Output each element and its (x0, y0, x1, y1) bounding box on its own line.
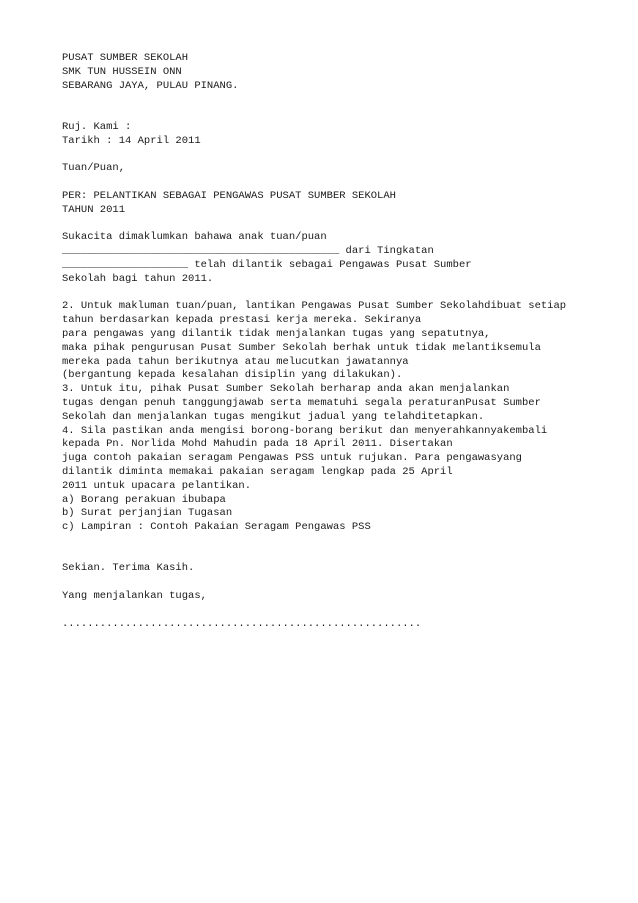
paragraph-line: 2011 untuk upacara pelantikan. (62, 479, 252, 492)
subject-line-1: PER: PELANTIKAN SEBAGAI PENGAWAS PUSAT SUMBER SEKOLAH (62, 189, 396, 202)
paragraph-line: Sekolah bagi tahun 2011. (62, 272, 214, 285)
paragraph-line: tahun berdasarkan kepada prestasi kerja mereka. Sekiranya (62, 314, 422, 327)
spacer (62, 107, 622, 121)
spacer (62, 176, 622, 190)
letter-body (62, 52, 622, 631)
spacer (62, 149, 622, 163)
letter-date: Tarikh : 14 April 2011 (62, 134, 201, 147)
paragraph-line: ____________________ telah dilantik sebagai Pengawas Pusat Sumber (62, 258, 472, 271)
spacer (62, 549, 622, 563)
paragraph-line: maka pihak pengurusan Pusat Sumber Sekolah berhak untuk tidak melantiksemula (62, 341, 541, 354)
attachment-item: b) Surat perjanjian Tugasan (62, 507, 233, 520)
subject-line-2: TAHUN 2011 (62, 203, 126, 216)
paragraph-line: ____________________________________________ dari Tingkatan (62, 245, 434, 258)
letterhead (62, 52, 622, 93)
spacer (62, 287, 622, 301)
reference-number: Ruj. Kami : (62, 120, 132, 133)
spacer (62, 218, 622, 232)
paragraph-appointment (62, 231, 622, 286)
closing-thanks: Sekian. Terima Kasih. (62, 562, 195, 575)
paragraph-line: 2. Untuk makluman tuan/puan, lantikan Pengawas Pusat Sumber Sekolahdibuat setiap (62, 300, 567, 313)
paragraph-details (62, 300, 622, 535)
paragraph-line: (bergantung kepada kesalahan disiplin yang dilakukan). (62, 369, 403, 382)
signature-line: ......................................................... (62, 617, 422, 630)
paragraph-line: mereka pada tahun berikutnya atau melucutkan jawatannya (62, 355, 409, 368)
attachment-item: a) Borang perakuan ibubapa (62, 493, 226, 506)
letterhead-line-3: SEBARANG JAYA, PULAU PINANG. (62, 79, 239, 92)
paragraph-line: Sekolah dan menjalankan tugas mengikut jadual yang telahditetapkan. (62, 410, 485, 423)
attachment-item: c) Lampiran : Contoh Pakaian Seragam Pengawas PSS (62, 521, 371, 534)
spacer (62, 535, 622, 549)
spacer (62, 604, 622, 618)
paragraph-line: 3. Untuk itu, pihak Pusat Sumber Sekolah berharap anda akan menjalankan (62, 383, 510, 396)
closing-signoff: Yang menjalankan tugas, (62, 590, 207, 603)
letterhead-line-2: SMK TUN HUSSEIN ONN (62, 65, 182, 78)
paragraph-line: juga contoh pakaian seragam Pengawas PSS untuk rujukan. Para pengawasyang (62, 452, 522, 465)
paragraph-line: 4. Sila pastikan anda mengisi borong-borang berikut dan menyerahkannyakembali (62, 424, 548, 437)
subject-block (62, 190, 622, 218)
paragraph-line: para pengawas yang dilantik tidak menjalankan tugas yang sepatutnya, (62, 327, 491, 340)
paragraph-line: kepada Pn. Norlida Mohd Mahudin pada 18 April 2011. Disertakan (62, 438, 453, 451)
spacer (62, 576, 622, 590)
paragraph-line: Sukacita dimaklumkan bahawa anak tuan/puan (62, 231, 327, 244)
letterhead-line-1: PUSAT SUMBER SEKOLAH (62, 52, 189, 64)
paragraph-line: dilantik diminta memakai pakaian seragam lengkap pada 25 April (62, 465, 453, 478)
salutation: Tuan/Puan, (62, 162, 126, 175)
spacer (62, 93, 622, 107)
reference-block (62, 121, 622, 149)
paragraph-line: tugas dengan penuh tanggungjawab serta mematuhi segala peraturanPusat Sumber (62, 396, 541, 409)
